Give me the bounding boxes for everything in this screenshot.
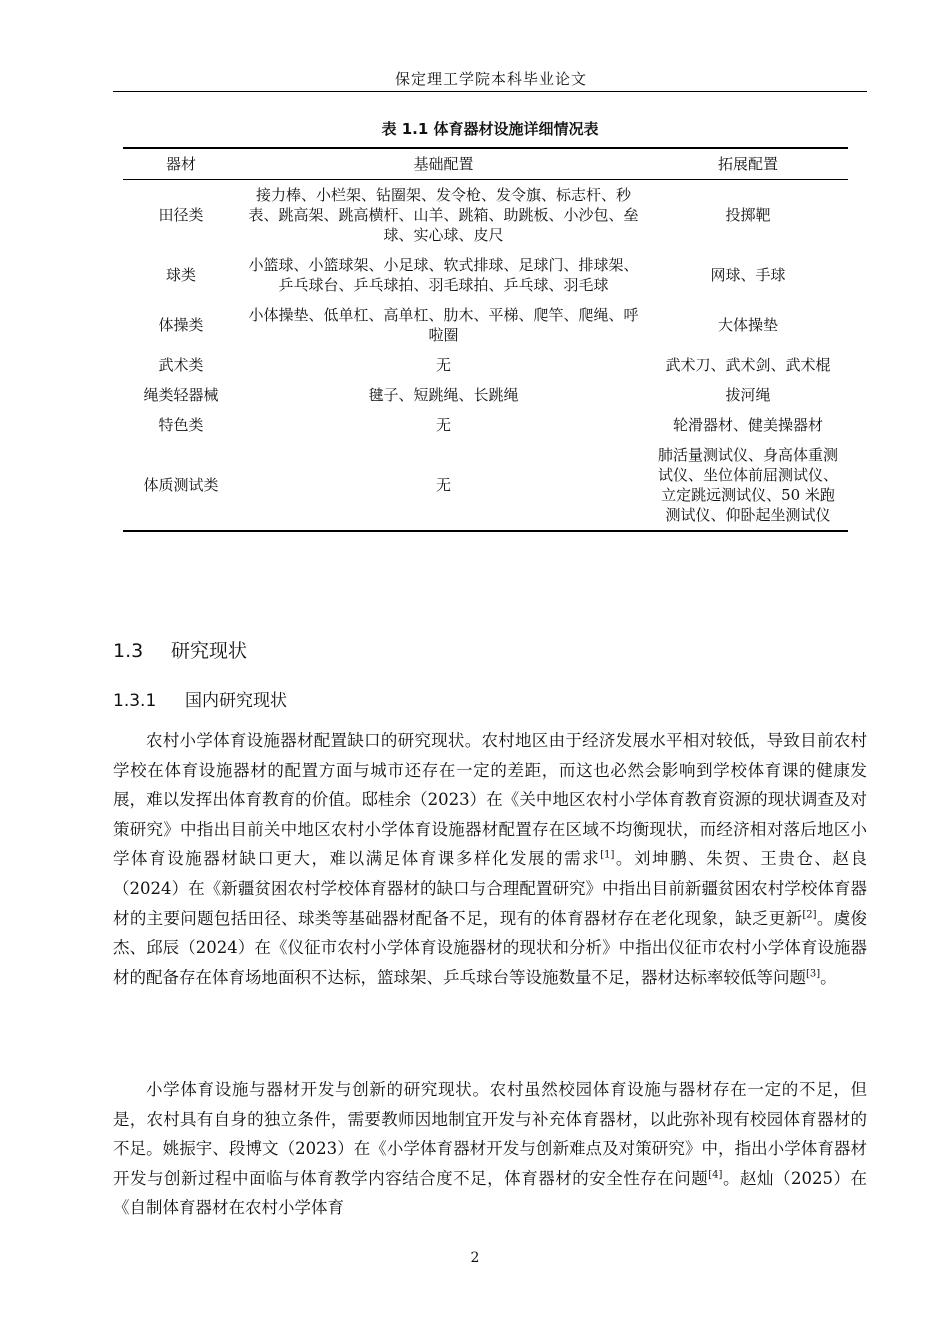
section-number: 1.3	[113, 640, 144, 662]
table-row	[123, 250, 848, 300]
paragraph-text: 。虞俊杰、邱辰（2024）在《仪征市农村小学体育设施器材的现状和分析》中指出仪征市农村小学体育设施器材的配备存在体育场地面积不达标，篮球架、乒乓球台等设施数量不足，器材达标率较低等问题	[113, 908, 868, 987]
table-cell-extended: 网球、手球	[710, 266, 786, 284]
equipment-table	[123, 147, 848, 532]
column-header: 基础配置	[413, 155, 474, 173]
table-cell-basic: 小体操垫、低单杠、高单杠、肋木、平梯、爬竿、爬绳、呼啦圈	[248, 306, 639, 344]
table-cell-category: 体操类	[158, 316, 204, 334]
table-cell-basic: 无	[436, 476, 452, 494]
table-cell-basic: 接力棒、小栏架、钻圈架、发令枪、发令旗、标志杆、秒表、跳高架、跳高横杆、山羊、跳箱、助跳板、小沙包、垒球、实心球、皮尺	[248, 186, 639, 244]
table-cell-category: 体质测试类	[143, 476, 219, 494]
table-caption: 表 1.1 体育器材设施详细情况表	[381, 120, 599, 138]
subsection-title: 国内研究现状	[185, 691, 287, 711]
table-cell-category: 武术类	[158, 356, 204, 374]
table-cell-extended: 武术刀、武术剑、武术棍	[665, 356, 831, 374]
body-paragraph	[113, 1075, 867, 1223]
column-header: 器材	[166, 155, 197, 173]
subsection-heading	[113, 686, 287, 711]
table-row	[123, 180, 848, 251]
table-cell-extended: 大体操垫	[718, 316, 779, 334]
table-row	[123, 440, 848, 531]
table-cell-category: 球类	[166, 266, 197, 284]
table-row	[123, 410, 848, 440]
table-cell-extended: 投掷靶	[725, 206, 771, 224]
column-header: 拓展配置	[718, 155, 779, 173]
page-number: 2	[470, 1250, 480, 1266]
header-rule	[113, 91, 867, 92]
table-cell-category: 田径类	[158, 206, 204, 224]
citation-ref[interactable]: [4]	[708, 1169, 723, 1181]
table-cell-basic: 小篮球、小篮球架、小足球、软式排球、足球门、排球架、乒乓球台、乒乓球拍、羽毛球拍、乒乓球、羽毛球	[248, 256, 639, 294]
table-cell-basic: 无	[436, 416, 452, 434]
table-cell-basic: 无	[436, 356, 452, 374]
body-paragraph	[113, 726, 867, 992]
table-row	[123, 380, 848, 410]
table-header-row	[123, 148, 848, 180]
table-cell-extended: 肺活量测试仪、身高体重测试仪、坐位体前屈测试仪、立定跳远测试仪、50 米跑测试仪、仰卧起坐测试仪	[658, 446, 839, 524]
citation-ref[interactable]: [1]	[600, 849, 615, 861]
paragraph-text: 小学体育设施与器材开发与创新的研究现状。农村虽然校园体育设施与器材存在一定的不足，但是，农村具有自身的独立条件，需要教师因地制宜开发与补充体育器材，以此弥补现有校园体育器材的不足。姚振宇、段博文（2023）在《小学体育器材开发与创新难点及对策研究》中，指出小学体育器材开发与创新过程中面临与体育教学内容结合度不足，体育器材的安全性存在问题	[113, 1080, 867, 1188]
paragraph-text: 农村小学体育设施器材配置缺口的研究现状。农村地区由于经济发展水平相对较低，导致目前农村学校在体育设施器材的配置方面与城市还存在一定的差距，而这也必然会影响到学校体育课的健康发展，难以发挥出体育教育的价值。邸桂余（2023）在《关中地区农村小学体育教育资源的现状调查及对策研究》中指出目前关中地区农村小学体育设施器材配置存在区域不均衡现状，而经济相对落后地区小学体育设施器材缺口更大，难以满足体育课多样化发展的需求	[113, 731, 867, 869]
citation-ref[interactable]: [3]	[806, 968, 821, 980]
table-cell-extended: 拔河绳	[725, 386, 771, 404]
running-header: 保定理工学院本科毕业论文	[394, 70, 587, 88]
paragraph-text: 。	[820, 967, 837, 987]
table-cell-category: 绳类轻器械	[143, 386, 219, 404]
section-heading	[113, 636, 247, 663]
section-title: 研究现状	[171, 640, 248, 662]
subsection-number: 1.3.1	[113, 691, 157, 711]
table-cell-category: 特色类	[158, 416, 204, 434]
table-cell-extended: 轮滑器材、健美操器材	[673, 416, 824, 434]
citation-ref[interactable]: [2]	[802, 909, 817, 921]
table-row	[123, 300, 848, 350]
table-row	[123, 350, 848, 380]
table-cell-basic: 毽子、短跳绳、长跳绳	[368, 386, 519, 404]
paragraph-text: 。刘坤鹏、朱贺、王贵仓、赵良（2024）在《新疆贫困农村学校体育器材的缺口与合理配置研究》中指出目前新疆贫困农村学校体育器材的主要问题包括田径、球类等基础器材配备不足，现有的体育器材存在老化现象，缺乏更新	[113, 849, 868, 928]
paragraph-text: 。赵灿（2025）在《自制体育器材在农村小学体育	[113, 1168, 867, 1218]
